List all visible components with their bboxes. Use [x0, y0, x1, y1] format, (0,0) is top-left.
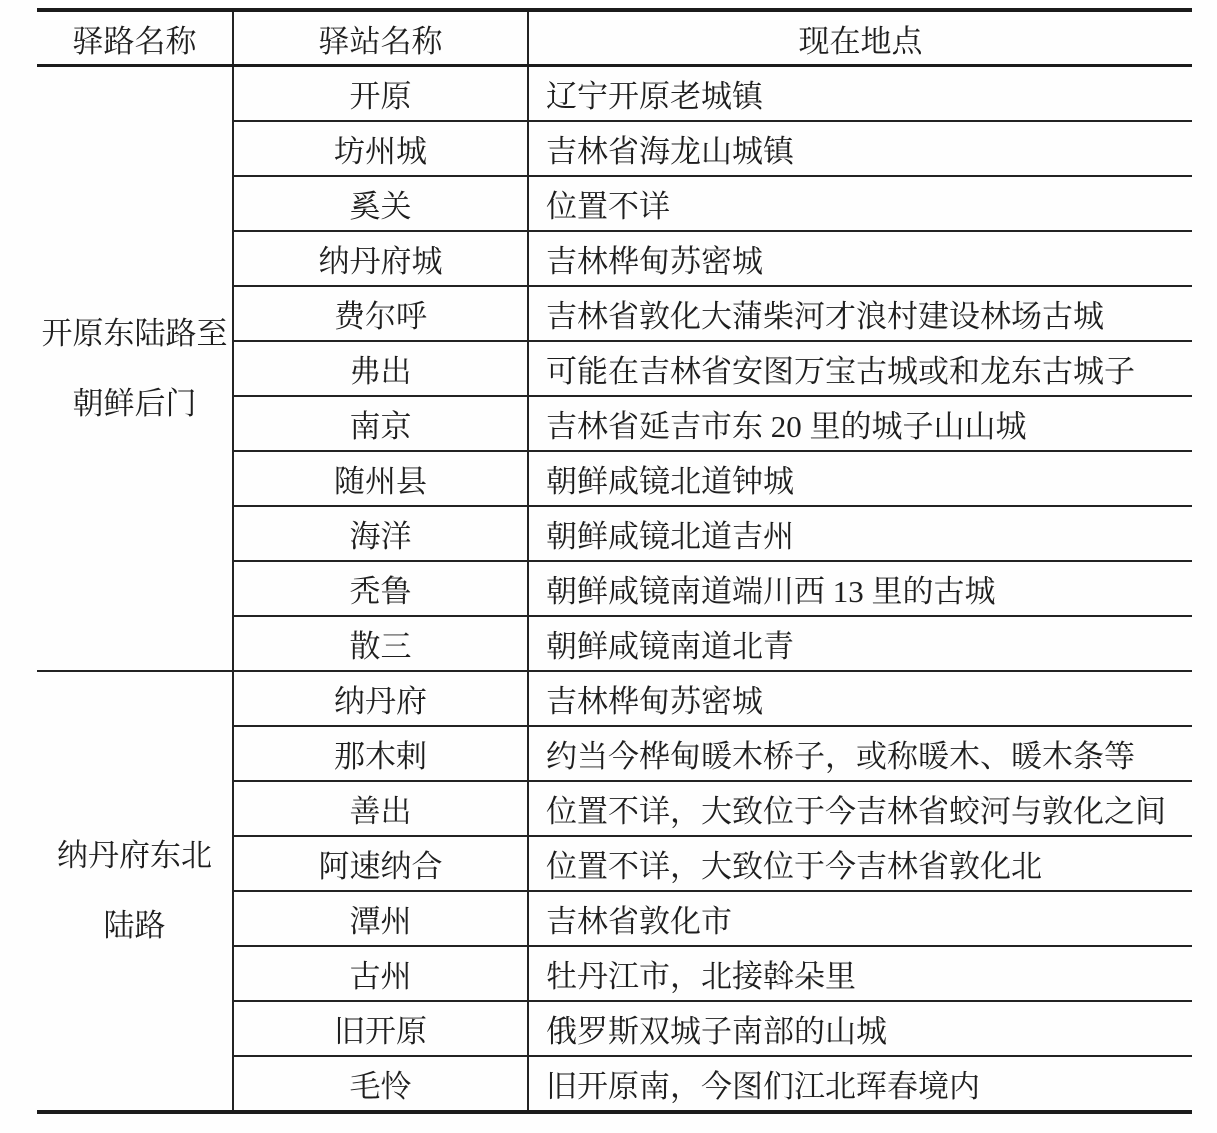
table-body	[37, 66, 1192, 1113]
location-cell: 位置不详	[528, 176, 1192, 231]
location-cell: 吉林桦甸苏密城	[528, 231, 1192, 286]
station-cell: 那木剌	[233, 726, 528, 781]
location-cell: 可能在吉林省安图万宝古城或和龙东古城子	[528, 341, 1192, 396]
road-name-line: 纳丹府东北	[57, 838, 212, 873]
station-cell: 开原	[233, 66, 528, 122]
station-cell: 善出	[233, 781, 528, 836]
station-cell: 潭州	[233, 891, 528, 946]
header-station-name: 驿站名称	[233, 10, 528, 66]
road-cell	[37, 671, 233, 1112]
location-cell: 吉林省敦化大蒲柴河才浪村建设林场古城	[528, 286, 1192, 341]
station-cell: 散三	[233, 616, 528, 671]
location-cell: 朝鲜咸镜北道吉州	[528, 506, 1192, 561]
location-cell: 吉林桦甸苏密城	[528, 671, 1192, 726]
location-cell: 吉林省海龙山城镇	[528, 121, 1192, 176]
station-cell: 海洋	[233, 506, 528, 561]
road-name-line: 朝鲜后门	[72, 385, 197, 421]
location-cell: 旧开原南，今图们江北珲春境内	[528, 1056, 1192, 1112]
table-row	[37, 671, 1192, 726]
location-cell: 朝鲜咸镜南道端川西 13 里的古城	[528, 561, 1192, 616]
road-cell	[37, 66, 233, 672]
station-cell: 费尔呼	[233, 286, 528, 341]
location-cell: 约当今桦甸暖木桥子，或称暖木、暖木条等	[528, 726, 1192, 781]
location-cell: 位置不详，大致位于今吉林省蛟河与敦化之间	[528, 781, 1192, 836]
station-cell: 毛怜	[233, 1056, 528, 1112]
station-cell: 南京	[233, 396, 528, 451]
location-cell: 牡丹江市，北接斡朵里	[528, 946, 1192, 1001]
location-cell: 吉林省延吉市东 20 里的城子山山城	[528, 396, 1192, 451]
location-cell: 朝鲜咸镜南道北青	[528, 616, 1192, 671]
location-cell: 辽宁开原老城镇	[528, 66, 1192, 122]
station-cell: 纳丹府	[233, 671, 528, 726]
station-cell: 旧开原	[233, 1001, 528, 1056]
station-cell: 古州	[233, 946, 528, 1001]
header-road-name: 驿路名称	[37, 10, 233, 66]
station-cell: 弗出	[233, 341, 528, 396]
header-current-location: 现在地点	[528, 10, 1192, 66]
station-cell: 秃鲁	[233, 561, 528, 616]
location-cell: 朝鲜咸镜北道钟城	[528, 451, 1192, 506]
road-name-line: 开原东陆路至	[41, 315, 228, 351]
location-cell: 俄罗斯双城子南部的山城	[528, 1001, 1192, 1056]
station-cell: 随州县	[233, 451, 528, 506]
table-header	[37, 10, 1192, 66]
location-cell: 吉林省敦化市	[528, 891, 1192, 946]
post-roads-table	[37, 8, 1192, 1114]
table-row	[37, 66, 1192, 122]
location-cell: 位置不详，大致位于今吉林省敦化北	[528, 836, 1192, 891]
station-cell: 阿速纳合	[233, 836, 528, 891]
header-row	[37, 10, 1192, 66]
station-cell: 纳丹府城	[233, 231, 528, 286]
station-cell: 奚关	[233, 176, 528, 231]
station-cell: 坊州城	[233, 121, 528, 176]
road-name-line: 陆路	[103, 908, 166, 943]
